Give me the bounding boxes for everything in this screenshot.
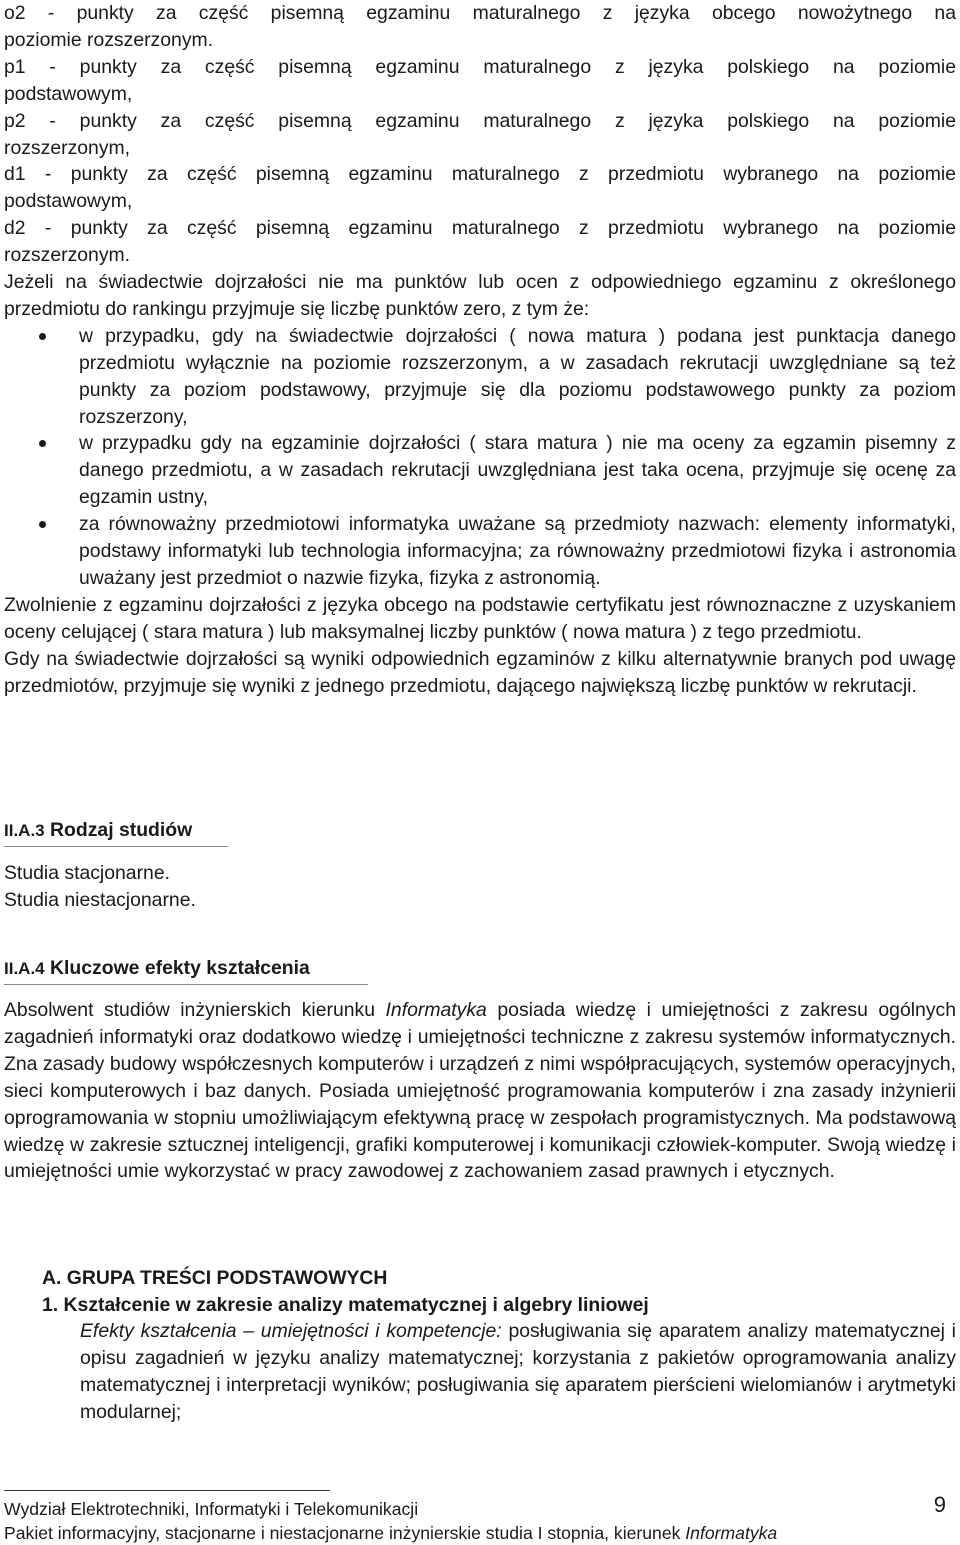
bullet-dot-icon (39, 521, 46, 528)
rules-bullet-text: w przypadku, gdy na świadectwie dojrzałości ( nowa matura ) podana jest punktacja danego przedmiotu wyłącznie na poziomie rozszerzonym, a w zasadach rekrutacji uwzględniane są też punkty za poziom podstawowy, przyjmuje się dla poziomu podstawowego punkty za poziom rozszerzony, (79, 324, 956, 428)
outcomes-text-rest: posiada wiedzę i umiejętności z zakresu ogólnych zagadnień informatyki oraz dodatkowo wiedzę i umiejętności techniczne z zakresu systemów informatycznych. Zna zasady budowy współczesnych komputerów i urządzeń z nimi współpracujących, systemów operacyjnych, sieci komputerowych i baz danych. Posiada umiejętność programowania komputerów i zna zasady inżynierii oprogramowania w stopniu umożliwiającym efektywną pracę w zespołach programistycznych. Ma podstawową wiedzę w zakresie sztucznej inteligencji, grafiki komputerowej i komunikacji człowiek-komputer. Swoją wiedzę i umiejętności umie wykorzystać w pracy zawodowej z zachowaniem zasad prawnych i etycznych. (4, 999, 957, 1183)
rules-bullet-item (4, 511, 956, 592)
rules-bullet-text: w przypadku gdy na egzaminie dojrzałości ( stara matura ) nie ma oceny za egzamin pisemny z danego przedmiotu, a w zasadach rekrutacji uwzględniana jest taka ocena, przyjmuje się ocenę za egzamin ustny, (79, 432, 956, 509)
def-o2-line2: poziomie rozszerzonym. (4, 28, 214, 51)
section-heading-study-type (4, 817, 228, 847)
def-d2-line2: rozszerzonym. (4, 244, 131, 267)
def-p1-line2: podstawowym, (4, 82, 133, 105)
footer-package (4, 1521, 956, 1545)
outcomes-text-start: Absolwent studiów inżynierskich kierunku (4, 999, 376, 1021)
section-number: II.A.4 (4, 959, 45, 978)
footer-major-name: Informatyka (685, 1523, 778, 1543)
footer-package-text: Pakiet informacyjny, stacjonarne i niestacjonarne inżynierskie studia I stopnia, kierunek (4, 1523, 681, 1543)
rules-lead: Jeżeli na świadectwie dojrzałości nie ma punktów lub ocen z odpowiedniego egzaminu z określonego przedmiotu do rankingu przyjmuje się liczbę punktów zero, z tym że: (4, 271, 956, 320)
symbol-definitions (4, 0, 956, 269)
section-title: Kluczowe efekty kształcenia (50, 957, 310, 979)
page-number: 9 (933, 1492, 946, 1517)
bullet-dot-icon (39, 333, 46, 340)
study-type-parttime: Studia niestacjonarne. (4, 888, 196, 911)
exemption-paragraph: Zwolnienie z egzaminu dojrzałości z języka obcego na podstawie certyfikatu jest równoznaczne z uzyskaniem oceny celującej ( stara matura ) lub maksymalnej liczby punktów ( nowa matura ) z tego przedmiotu. (4, 593, 956, 643)
course-effects (80, 1318, 956, 1426)
def-p2-line1: p2 - punkty za część pisemną egzaminu maturalnego z języka polskiego na poziomie (4, 109, 956, 132)
outcomes-text (4, 997, 956, 1185)
study-type-fulltime: Studia stacjonarne. (4, 862, 171, 884)
rules-bullet-item (4, 430, 956, 511)
def-d1-line2: podstawowym, (4, 190, 133, 213)
learning-outcomes-paragraph (4, 997, 956, 1185)
footer-faculty: Wydział Elektrotechniki, Informatyki i Telekomunikacji (4, 1499, 419, 1519)
section-number: II.A.3 (4, 821, 45, 840)
rules-bullet-item (4, 323, 956, 431)
def-d1-line1: d1 - punkty za część pisemną egzaminu maturalnego z przedmiotu wybranego na poziomie (4, 163, 956, 186)
def-p2-line2: rozszerzonym, (4, 136, 131, 159)
def-d2-line1: d2 - punkty za część pisemną egzaminu maturalnego z przedmiotu wybranego na poziomie (4, 217, 956, 240)
course-subheading: 1. Kształcenie w zakresie analizy matematycznej i algebry liniowej (42, 1294, 649, 1316)
bullet-dot-icon (39, 440, 46, 447)
effects-label: Efekty kształcenia – umiejętności i kompetencje: (80, 1320, 502, 1342)
alternatives-paragraph: Gdy na świadectwie dojrzałości są wyniki odpowiednich egzaminów z kilku alternatywnie branych pod uwagę przedmiotów, przyjmuje się wyniki z jednego przedmiotu, dającego największą liczbę punktów w rekrutacji. (4, 647, 956, 697)
section-title: Rodzaj studiów (50, 819, 193, 841)
effects-body: posługiwania się aparatem analizy matematycznej i opisu zagadnień w języku analizy matematycznej; korzystania z pakietów oprogramowania analizy matematycznej i interpretacji wyników; posługiwania się aparatem pierścieni wielomianów i arytmetyki modularnej; (80, 1320, 956, 1423)
study-type-list (4, 860, 956, 914)
section-heading-learning-outcomes (4, 955, 368, 985)
rules-bullet-list (4, 323, 956, 592)
def-p1-line1: p1 - punkty za część pisemną egzaminu maturalnego z języka polskiego na poziomie (4, 55, 956, 78)
major-name: Informatyka (385, 999, 487, 1021)
rules-bullet-text: za równoważny przedmiotowi informatyka uważane są przedmioty nazwach: elementy informatyki, podstawy informatyki lub technologia informacyjna; za równoważny przedmiotowi fizyka i astronomia uważany jest przedmiot o nazwie fizyka, fizyka z astronomią. (79, 513, 956, 589)
footer-divider (4, 1490, 330, 1491)
course-effects-text (80, 1318, 956, 1426)
group-a-heading: A. GRUPA TREŚCI PODSTAWOWYCH (42, 1267, 388, 1289)
def-o2-line1: o2 - punkty za część pisemną egzaminu maturalnego z języka obcego nowożytnego na (4, 2, 956, 24)
rules-section (4, 269, 956, 700)
